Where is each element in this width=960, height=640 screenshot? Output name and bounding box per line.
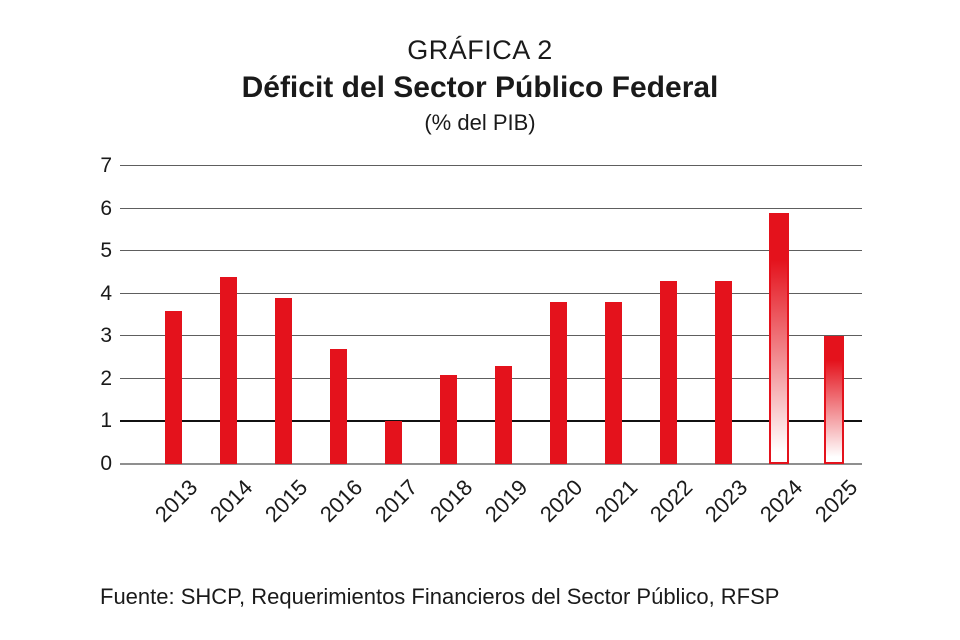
chart-units-label: (% del PIB) — [424, 110, 536, 135]
y-tick-label-4: 4 — [100, 281, 112, 305]
x-tick-label-2020: 2020 — [534, 474, 587, 527]
x-tick-label-2014: 2014 — [204, 474, 257, 527]
x-tick-label-2025: 2025 — [809, 474, 862, 527]
bar-2024 — [769, 213, 789, 464]
x-tick-label-2024: 2024 — [754, 474, 807, 527]
y-tick-label-6: 6 — [100, 196, 112, 220]
y-tick-label-3: 3 — [100, 324, 112, 348]
plot-area — [120, 166, 862, 464]
bar-2017 — [385, 421, 402, 464]
gridline-7 — [120, 165, 862, 166]
bar-2015 — [275, 298, 292, 464]
y-tick-label-2: 2 — [100, 366, 112, 390]
x-tick-label-2023: 2023 — [699, 474, 752, 527]
bar-2022 — [660, 281, 677, 464]
chart-header — [0, 34, 960, 136]
bar-2016 — [330, 349, 347, 464]
y-tick-label-5: 5 — [100, 239, 112, 263]
bar-2013 — [165, 311, 182, 464]
x-tick-label-2021: 2021 — [589, 474, 642, 527]
x-tick-label-2018: 2018 — [424, 474, 477, 527]
x-tick-label-2017: 2017 — [369, 474, 422, 527]
chart-title: Déficit del Sector Público Federal — [241, 71, 719, 104]
bar-2021 — [605, 302, 622, 464]
bar-2023 — [715, 281, 732, 464]
y-tick-label-0: 0 — [100, 452, 112, 475]
source-note: Fuente: SHCP, Requerimientos Financieros del Sector Público, RFSP — [100, 584, 780, 609]
bar-2018 — [440, 375, 457, 464]
bar-2014 — [220, 277, 237, 464]
bar-2025 — [824, 336, 844, 464]
gridline-5 — [120, 250, 862, 251]
y-tick-label-7: 7 — [100, 154, 112, 177]
x-tick-label-2015: 2015 — [259, 474, 312, 527]
bar-2019 — [495, 366, 512, 464]
x-tick-label-2022: 2022 — [644, 474, 697, 527]
gridline-6 — [120, 208, 862, 209]
x-tick-label-2013: 2013 — [149, 474, 202, 527]
bar-2020 — [550, 302, 567, 464]
x-tick-label-2016: 2016 — [314, 474, 367, 527]
chart-kicker: GRÁFICA 2 — [407, 35, 553, 65]
x-tick-label-2019: 2019 — [479, 474, 532, 527]
y-tick-label-1: 1 — [100, 409, 112, 433]
